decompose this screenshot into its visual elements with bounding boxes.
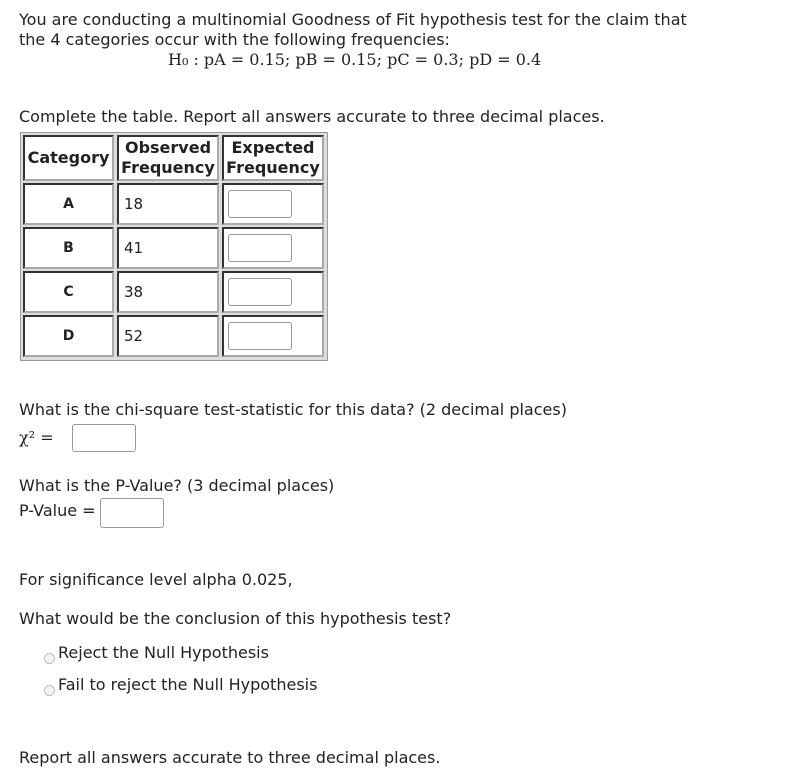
chi-square-question: What is the chi-square test-statistic for this data? (2 decimal places) <box>19 400 567 419</box>
footer-note: Report all answers accurate to three decimal places. <box>19 748 441 767</box>
expected-cell <box>222 183 324 225</box>
p-value-question: What is the P-Value? (3 decimal places) <box>19 476 335 495</box>
intro-line-2: the 4 categories occur with the following frequencies: <box>19 30 450 49</box>
chi-square-input[interactable] <box>72 424 136 452</box>
option-fail-to-reject-label[interactable]: Fail to reject the Null Hypothesis <box>58 675 318 694</box>
frequency-table <box>20 132 328 361</box>
header-expected: Expected Frequency <box>222 135 324 181</box>
expected-cell <box>222 227 324 269</box>
significance-text: For significance level alpha 0.025, <box>19 570 293 589</box>
expected-input-c[interactable] <box>228 278 292 306</box>
radio-reject[interactable] <box>44 653 55 664</box>
category-cell: B <box>23 227 114 269</box>
category-cell: A <box>23 183 114 225</box>
category-cell: D <box>23 315 114 357</box>
chi-square-label: χ² = <box>19 428 54 447</box>
observed-cell: 18 <box>117 183 219 225</box>
p-value-label: P-Value = <box>19 501 96 520</box>
header-observed: Observed Frequency <box>117 135 219 181</box>
conclusion-question: What would be the conclusion of this hypothesis test? <box>19 609 452 628</box>
instruction: Complete the table. Report all answers accurate to three decimal places. <box>19 107 605 126</box>
option-reject-label[interactable]: Reject the Null Hypothesis <box>58 643 269 662</box>
expected-input-d[interactable] <box>228 322 292 350</box>
expected-input-b[interactable] <box>228 234 292 262</box>
null-hypothesis: H₀ : pA = 0.15; pB = 0.15; pC = 0.3; pD = 0.4 <box>168 50 542 69</box>
expected-cell <box>222 271 324 313</box>
category-cell: C <box>23 271 114 313</box>
p-value-input[interactable] <box>100 498 164 528</box>
header-category: Category <box>23 135 114 181</box>
expected-cell <box>222 315 324 357</box>
expected-input-a[interactable] <box>228 190 292 218</box>
intro-line-1: You are conducting a multinomial Goodness of Fit hypothesis test for the claim that <box>19 10 687 29</box>
observed-cell: 41 <box>117 227 219 269</box>
observed-cell: 38 <box>117 271 219 313</box>
observed-cell: 52 <box>117 315 219 357</box>
radio-fail-to-reject[interactable] <box>44 685 55 696</box>
